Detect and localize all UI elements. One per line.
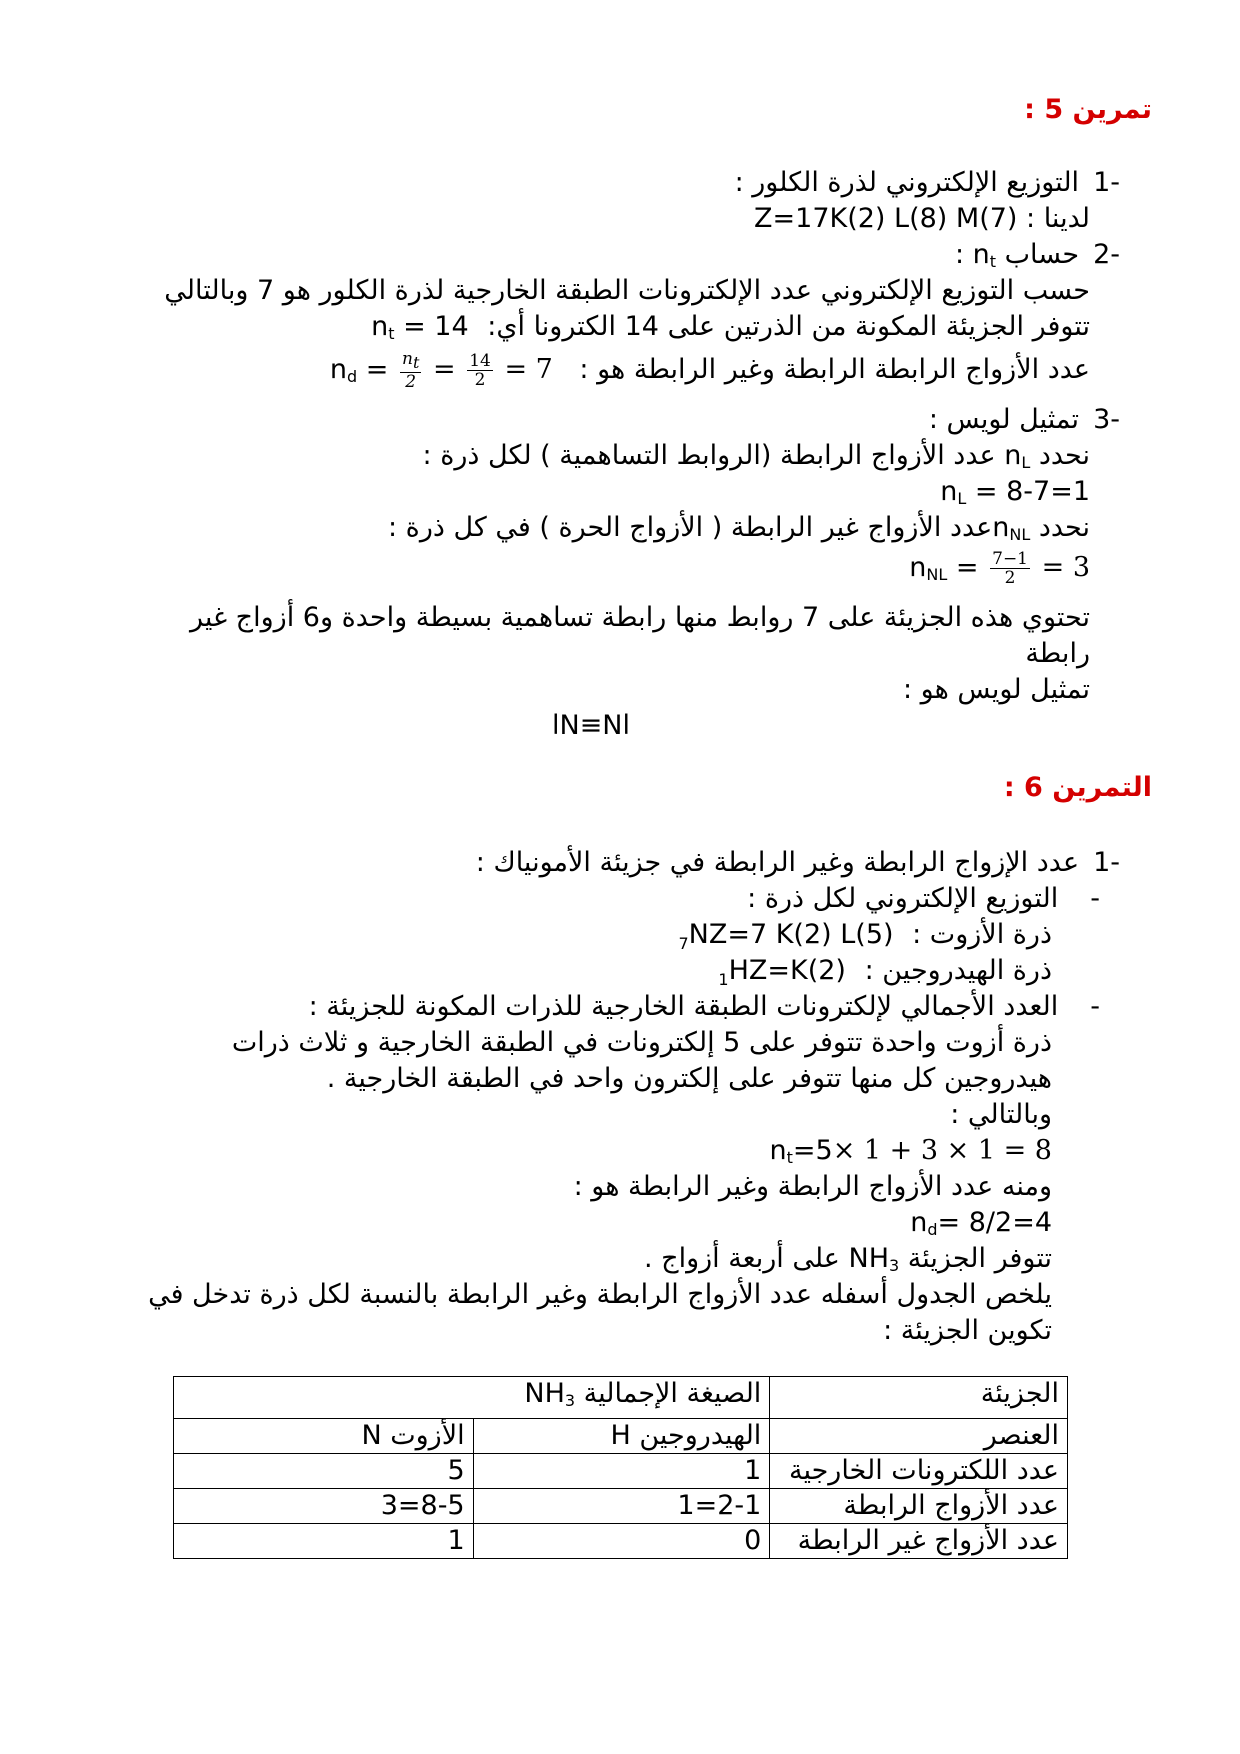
summary-table: [173, 1376, 1068, 1559]
table-cell: 2-1=1: [473, 1489, 770, 1524]
nt-symbol: $n_t$: [972, 239, 997, 271]
table-cell: الأزوت N: [174, 1419, 474, 1454]
ex5-q3-label: تمثيل لويس :: [928, 404, 1080, 435]
h-config-line: ذرة الهيدروجين : $_1$HZ=K(2): [718, 955, 1052, 989]
table-cell: الجزيئة: [770, 1377, 1068, 1419]
lewis-formula: lN≡Nl: [551, 710, 630, 741]
ex5-q2-colon: :: [954, 239, 965, 270]
nt-equation: $n_t = 14$: [371, 311, 469, 343]
nh3-line: تتوفر الجزيئة $NH_3$ على أربعة أزواج .: [644, 1241, 1052, 1284]
table-cell: 0: [473, 1524, 770, 1559]
exercise-6-title: التمرين 6 :: [1003, 772, 1152, 803]
summary-line1: يلخص الجدول أسفله عدد الأزواج الرابطة وغير الرابطة بالنسبة لكل ذرة تدخل في: [148, 1279, 1052, 1310]
ex5-q1: [735, 165, 1120, 201]
lewis-label: تمثيل لويس هو :: [902, 674, 1090, 705]
nt-over-2-fraction: $\frac{n_t}{2}$: [402, 349, 420, 392]
table-cell: عدد الأزواج الرابطة: [770, 1489, 1068, 1524]
nt-total-equation: $n_t=5\times 1 + 3 \times 1 = 8$: [769, 1135, 1052, 1167]
nd-label: ومنه عدد الأزواج الرابطة وغير الرابطة هو :: [573, 1171, 1052, 1202]
summary-line2: تكوين الجزيئة :: [883, 1315, 1052, 1346]
ex5-q3: [929, 402, 1120, 438]
14-over-2-fraction: $\frac{14}{2}$: [469, 351, 491, 390]
ladina-label: لدينا :: [1026, 203, 1090, 234]
ex5-nd-line: [330, 350, 1090, 395]
7-minus-1-over-2-fraction: $\frac{7-1}{2}$: [992, 549, 1029, 588]
table-cell: عدد الأزواج غير الرابطة: [770, 1524, 1068, 1559]
n-config-line: ذرة الأزوت : $_7$NZ=7 K(2) L(5): [678, 919, 1052, 953]
ex6-bullet-2: -العدد الأجمالي لإلكترونات الطبقة الخارجية للذرات المكونة للجزيئة :: [308, 991, 1100, 1022]
ex5-cl-config-line: [754, 201, 1090, 237]
nl-equation: $n_L = 8-7=1$: [940, 476, 1090, 508]
ex6-bullet-1: -التوزيع الإلكتروني لكل ذرة :: [747, 883, 1100, 914]
nnl-symbol: $n_{NL}$: [992, 512, 1031, 544]
nh3-formula: $NH_3$: [848, 1243, 900, 1275]
table-row: [174, 1489, 1068, 1524]
table-cell: 8-5=3: [174, 1489, 474, 1524]
ex5-q2-number: -2: [1093, 239, 1120, 270]
table-row: [174, 1454, 1068, 1489]
ex5-p3-line1: تحتوي هذه الجزيئة على 7 روابط منها رابطة تساهمية بسيطة واحدة و6 أزواج غير: [189, 602, 1090, 633]
table-row: [174, 1377, 1068, 1419]
ex5-q1-label: التوزيع الإلكتروني لذرة الكلور :: [734, 167, 1080, 198]
cl-config: Z=17K(2) L(8) M(7): [754, 203, 1018, 234]
table-cell: العنصر: [770, 1419, 1068, 1454]
ex6-b2-line3: وبالتالي :: [950, 1099, 1052, 1130]
ex6-q1-number: -1: [1093, 847, 1120, 878]
ex6-b2-line2: هيدروجين كل منها تتوفر على إلكترون واحد في الطبقة الخارجية .: [326, 1063, 1052, 1094]
ex5-q3-number: -3: [1093, 404, 1120, 435]
ex5-nl-line: نحدد $n_L$ عدد الأزواج الرابطة (الروابط التساهمية ) لكل ذرة :: [423, 438, 1090, 481]
ex5-q1-number: -1: [1093, 167, 1120, 198]
ex6-q1-label: عدد الإزواج الرابطة وغير الرابطة في جزيئة الأمونياك :: [475, 847, 1080, 878]
nd-text: عدد الأزواج الرابطة الرابطة وغير الرابطة هو :: [579, 354, 1090, 385]
nd-equation: $n_d$ = $\frac{n_t}{2}$ = $\frac{14}{2}$ = 7: [329, 349, 553, 392]
table-cell: عدد اللكترونات الخارجية: [770, 1454, 1068, 1489]
exercise-5-title: تمرين 5 :: [1024, 94, 1152, 125]
ex6-b2-line1: ذرة أزوت واحدة تتوفر على 5 إلكترونات في الطبقة الخارجية و ثلاث ذرات: [231, 1027, 1052, 1058]
table-cell: 1: [473, 1454, 770, 1489]
ex5-p2-line2-text: تتوفر الجزيئة المكونة من الذرتين على 14 الكترونا أي:: [487, 311, 1090, 342]
ex5-p3-line2: رابطة: [1025, 638, 1090, 669]
ex5-nnl-line: نحدد $n_{NL}عدد$ الأزواج غير الرابطة ( الأزواج الحرة ) في كل ذرة :: [388, 510, 1090, 553]
table-cell: الصيغة الإجمالية $NH_3$: [174, 1377, 770, 1419]
ex5-p2-line1: حسب التوزيع الإلكتروني عدد الإلكترونات الطبقة الخارجية لذرة الكلور هو 7 وبالتالي: [164, 275, 1090, 306]
table-cell: الهيدروجين H: [473, 1419, 770, 1454]
nnl-equation: $n_{NL}$ = $\frac{7-1}{2}$ = 3: [909, 549, 1090, 588]
ex5-p2-line2: [371, 309, 1090, 352]
table-row: [174, 1419, 1068, 1454]
ex5-q2-label: حساب: [1004, 239, 1080, 270]
table-cell: 5: [174, 1454, 474, 1489]
nd-equation-6: $n_d= 8/2=4$: [910, 1207, 1052, 1239]
ex6-q1: [476, 845, 1120, 881]
table-cell: 1: [174, 1524, 474, 1559]
nl-symbol: $n_L$: [1004, 440, 1031, 472]
table-row: [174, 1524, 1068, 1559]
